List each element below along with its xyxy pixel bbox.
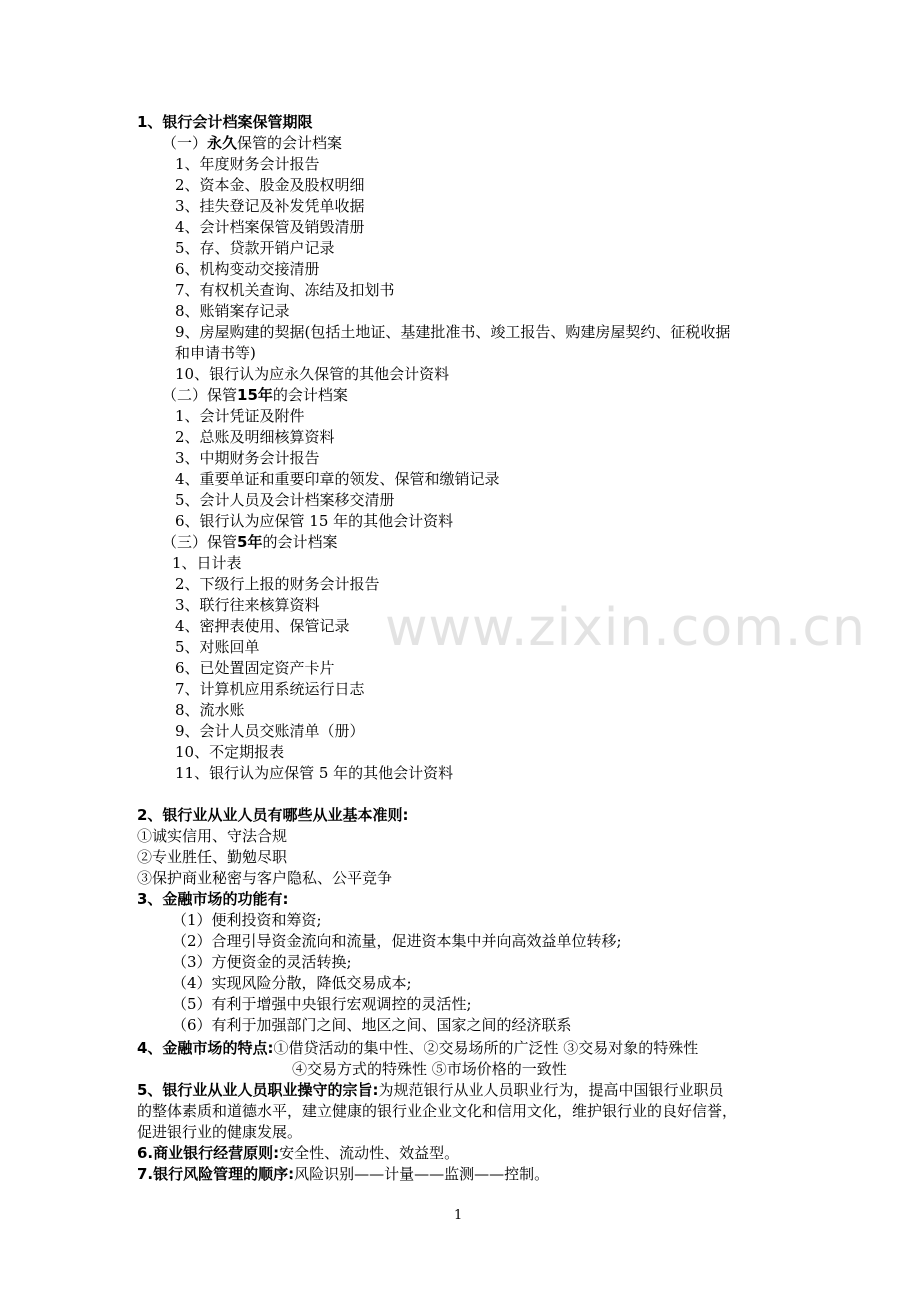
list-item: （3）方便资金的灵活转换; bbox=[172, 953, 352, 971]
list-item: （2）合理引导资金流向和流量，促进资本集中并向高效益单位转移; bbox=[172, 932, 622, 950]
list-item: 2、总账及明细核算资料 bbox=[175, 428, 335, 446]
page-number: 1 bbox=[454, 1208, 463, 1223]
list-item: 7、有权机关查询、冻结及扣划书 bbox=[175, 281, 395, 299]
group-1-heading: （一）永久保管的会计档案 bbox=[162, 134, 343, 152]
list-item: 1、年度财务会计报告 bbox=[175, 155, 320, 173]
section-2-heading: 2、银行业从业人员有哪些从业基本准则: bbox=[137, 806, 409, 824]
section-4-line-2: ④交易方式的特殊性 ⑤市场价格的一致性 bbox=[292, 1060, 567, 1078]
list-item: 2、资本金、股金及股权明细 bbox=[175, 176, 365, 194]
section-5-line-2: 的整体素质和道德水平，建立健康的银行业企业文化和信用文化，维护银行业的良好信誉， bbox=[137, 1102, 738, 1120]
section-6-line: 6.商业银行经营原则:安全性、流动性、效益型。 bbox=[137, 1144, 460, 1162]
list-item: 8、账销案存记录 bbox=[175, 302, 290, 320]
list-item: （4）实现风险分散，降低交易成本; bbox=[172, 974, 412, 992]
list-item: （5）有利于增强中央银行宏观调控的灵活性; bbox=[172, 995, 472, 1013]
list-item: 4、会计档案保管及销毁清册 bbox=[175, 218, 365, 236]
list-item: 10、银行认为应永久保管的其他会计资料 bbox=[175, 365, 450, 383]
list-item: 6、机构变动交接清册 bbox=[175, 260, 320, 278]
list-item: 11、银行认为应保管 5 年的其他会计资料 bbox=[175, 764, 454, 782]
list-item: ②专业胜任、勤勉尽职 bbox=[137, 848, 288, 866]
list-item: 8、流水账 bbox=[175, 701, 245, 719]
list-item: ③保护商业秘密与客户隐私、公平竞争 bbox=[137, 869, 393, 887]
list-item: 5、对账回单 bbox=[175, 638, 260, 656]
list-item: 4、重要单证和重要印章的领发、保管和缴销记录 bbox=[175, 470, 500, 488]
section-6-heading: 6.商业银行经营原则: bbox=[137, 1144, 280, 1162]
list-item: 9、房屋购建的契据(包括土地证、基建批准书、竣工报告、购建房屋契约、征税收据 bbox=[175, 323, 731, 341]
list-item: 3、联行往来核算资料 bbox=[175, 596, 320, 614]
list-item: 1、会计凭证及附件 bbox=[175, 407, 305, 425]
list-item: ①诚实信用、守法合规 bbox=[137, 827, 288, 845]
section-1-heading: 1、银行会计档案保管期限 bbox=[137, 113, 313, 131]
list-item-continuation: 和申请书等) bbox=[175, 344, 256, 362]
list-item: 3、中期财务会计报告 bbox=[175, 449, 320, 467]
section-4-line-1: 4、金融市场的特点:①借贷活动的集中性、②交易场所的广泛性 ③交易对象的特殊性 bbox=[137, 1039, 699, 1057]
list-item: （1）便利投资和筹资; bbox=[172, 911, 322, 929]
section-5-heading: 5、银行业从业人员职业操守的宗旨: bbox=[137, 1081, 379, 1099]
list-item: 1、日计表 bbox=[172, 554, 242, 572]
section-7-heading: 7.银行风险管理的顺序: bbox=[137, 1165, 295, 1183]
group-3-heading: （三）保管5年的会计档案 bbox=[162, 533, 338, 551]
list-item: 10、不定期报表 bbox=[175, 743, 285, 761]
list-item: 4、密押表使用、保管记录 bbox=[175, 617, 350, 635]
list-item: （6）有利于加强部门之间、地区之间、国家之间的经济联系 bbox=[172, 1016, 572, 1034]
list-item: 5、存、贷款开销户记录 bbox=[175, 239, 335, 257]
list-item: 9、会计人员交账清单（册） bbox=[175, 722, 365, 740]
section-5-line-1: 5、银行业从业人员职业操守的宗旨:为规范银行从业人员职业行为，提高中国银行业职员 bbox=[137, 1081, 724, 1099]
list-item: 5、会计人员及会计档案移交清册 bbox=[175, 491, 395, 509]
section-3-heading: 3、金融市场的功能有: bbox=[137, 890, 289, 908]
list-item: 2、下级行上报的财务会计报告 bbox=[175, 575, 380, 593]
list-item: 6、银行认为应保管 15 年的其他会计资料 bbox=[175, 512, 454, 530]
section-7-line: 7.银行风险管理的顺序:风险识别——计量——监测——控制。 bbox=[137, 1165, 550, 1183]
list-item: 7、计算机应用系统运行日志 bbox=[175, 680, 365, 698]
watermark: www.zixin.com.cn bbox=[385, 598, 866, 658]
list-item: 3、挂失登记及补发凭单收据 bbox=[175, 197, 365, 215]
list-item: 6、已处置固定资产卡片 bbox=[175, 659, 335, 677]
section-5-line-3: 促进银行业的健康发展。 bbox=[137, 1123, 303, 1141]
section-4-heading: 4、金融市场的特点: bbox=[137, 1039, 274, 1057]
group-2-heading: （二）保管15年的会计档案 bbox=[162, 386, 348, 404]
